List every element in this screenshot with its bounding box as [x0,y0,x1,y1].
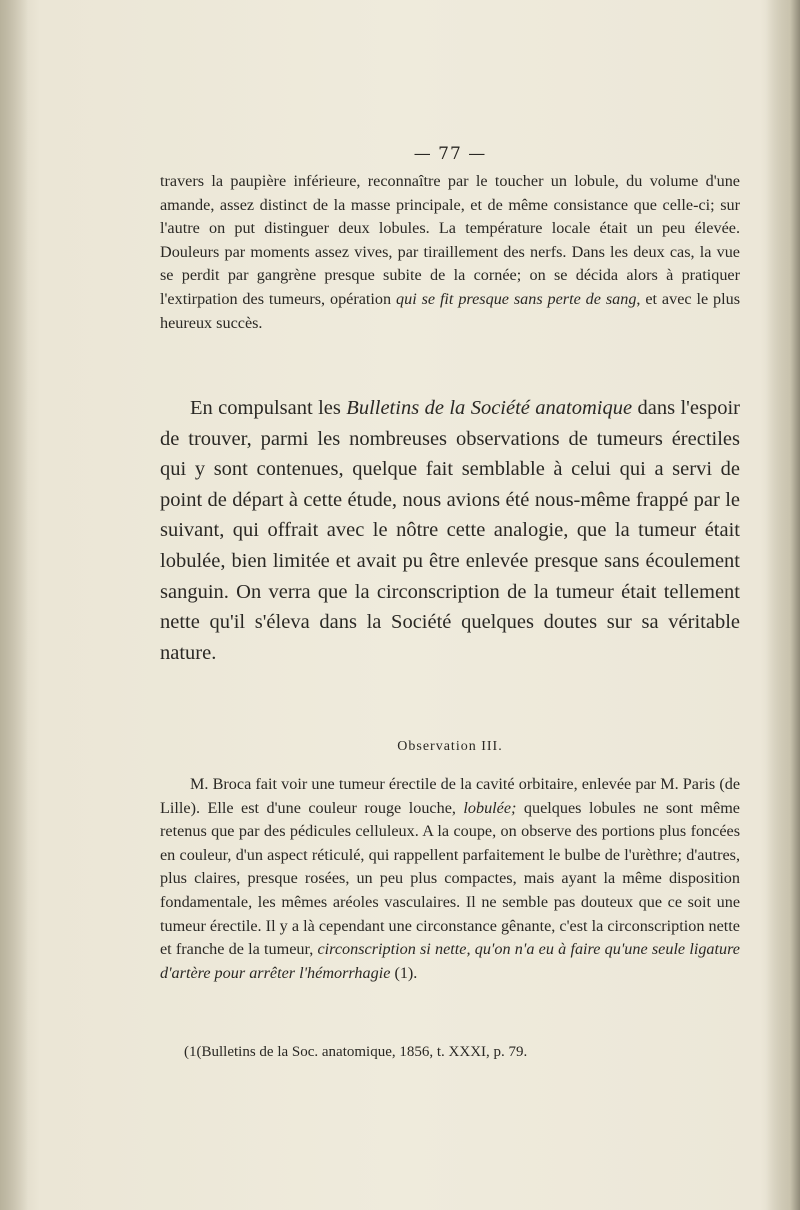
para3-italic-b: circonscription si nette, qu'on n'a eu à faire qu'une seule ligature d'artère pour arrêter l'hémorrhagie [160,940,740,982]
para1-text-b: , et avec le plus heureux succès. [160,289,741,332]
para2-text-a: En compulsant les [190,397,347,419]
footnote: (1(Bulletins de la Soc. anatomique, 1856, t. XXXI, p. 79. [184,1044,528,1060]
para3-text-c: (1). [390,963,418,982]
observation-heading: Observation III. [397,739,503,754]
paragraph-main [160,393,740,668]
para1-text-a: travers la paupière inférieure, reconnaître par le toucher un lobule, du volume d'une amande, assez distinct de la masse principale, et de même consistance que celle-ci; sur l'autre on put distinguer deux lobules. La température locale était un peu élevée. Douleurs par moments assez vives, par tiraillement des nerfs. Dans les deux cas, la vue se perdit par gangrène presque subite de la cornée; on se décida alors à pratiquer l'extirpation des tumeurs, opération [160,172,740,308]
paragraph-continuation [160,170,740,335]
para3-italic-a: lobulée; [463,798,517,817]
para3-text-b: quelques lobules ne sont même retenus que par des pédicules celluleux. A la coupe, on observe des portions plus foncées en couleur, d'un aspect réticulé, qui rappellent parfaitement le bulbe de l'urèthre; d'autres, plus claires, presque rosées, un peu plus compactes, mais ayant la même disposition fondamentale, les mêmes aréoles vasculaires. Il ne semble pas douteux que ce soit une tumeur érectile. Il y a là cependant une circonstance gênante, c'est la circonscription nette et franche de la tumeur, [160,798,740,959]
para3-text-a: M. Broca fait voir une tumeur érectile de la cavité orbitaire, enlevée par M. Paris (de Lille). Elle est d'une couleur rouge louche, [160,775,740,817]
para1-italic: qui se fit presque sans perte de sang [396,289,637,308]
para2-italic-title: Bulletins de la Société anatomique [346,397,633,419]
para2-text-b: dans l'espoir de trouver, parmi les nombreuses observations de tumeurs érectiles qui y sont contenues, quelque fait semblable à celui qui a servi de point de départ à cette étude, nous avions été nous-même frappé par le suivant, qui offrait avec le nôtre cette analogie, que la tumeur était lobulée, bien limitée et avait pu être enlevée presque sans écoulement sanguin. On verra que la circonscription de la tumeur était tellement nette qu'il s'éleva dans la Société quelques doutes sur sa véritable nature. [160,397,740,664]
page-number: — 77 — [413,144,487,164]
observation-paragraph [160,773,740,985]
page-edge-right [766,0,800,1210]
page-edge-left [0,0,28,1210]
